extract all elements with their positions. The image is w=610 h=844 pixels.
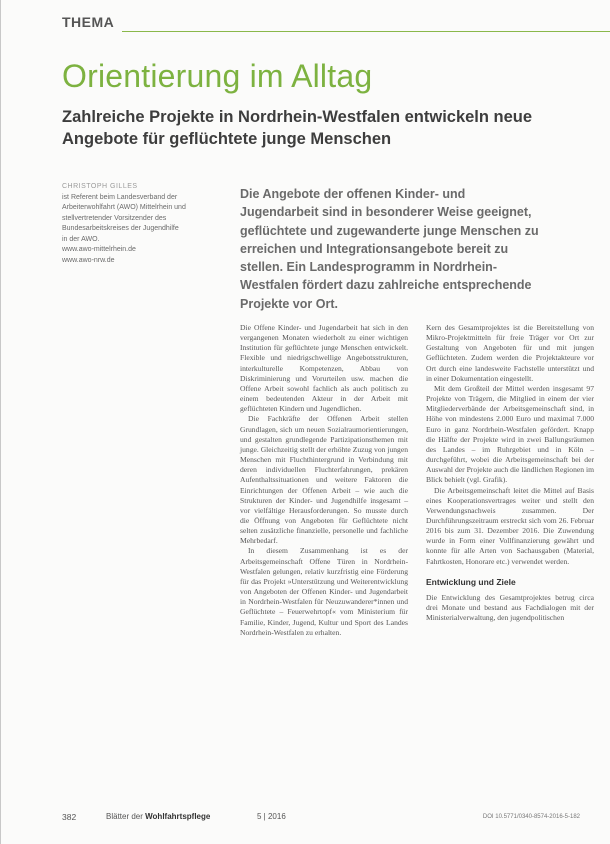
author-bio: ist Referent beim Landesverband der Arbeiterwohlfahrt (AWO) Mittelrhein und stellvertretender Vorsitzender des Bundesarbeitskreises der Jugendhilfe in der AWO. [62, 193, 186, 243]
section-header [62, 14, 610, 34]
body-paragraph: Die Entwicklung des Gesamtprojektes betrug circa drei Monate und bestand aus Fachdialogen mit der Ministerialverwaltung, den jugendpolitischen [426, 592, 594, 623]
body-column-left [240, 323, 408, 638]
magazine-name-prefix: Blätter der [106, 812, 146, 821]
issue-number: 5 | 2016 [257, 812, 286, 821]
magazine-name [106, 812, 210, 821]
body-paragraph: Mit dem Großteil der Mittel werden insgesamt 97 Projekte von Trägern, die Mitglied in einem der vier Mitgliederverbände der Arbeitsgemeinschaft sind, in Höhe von mindestens 2.000 Euro und maximal 7.000 Euro in ganz Nordrhein-Westfalen gefördert. Knapp die Hälfte der Projekte wird in zwei Ballungsräumen des Landes – im Ruhrgebiet und in Köln – durchgeführt, wobei die Arbeitsgemeinschaft bei der Auswahl der Projekte auch die ländlichen Regionen im Blick behielt (vgl. Grafik). [426, 383, 594, 485]
magazine-name-bold: Wohlfahrtspflege [145, 812, 211, 821]
author-name: CHRISTOPH GILLES [62, 183, 138, 190]
body-paragraph: Die Arbeitsgemeinschaft leitet die Mittel auf Basis eines Kooperationsvertrages weiter und stellt den Verwendungsnachweis zusammen. Der Durchführungszeitraum erstreckt sich vom 26. Februar 2016 bis zum 31. Dezember 2016. Die Zuwendung wurde in Form einer Vollfinanzierung gewährt und konnte für alle Arten von Sachausgaben (Material, Fahrtkosten, Honorare etc.) verwendet werden. [426, 485, 594, 566]
author-url[interactable]: www.awo-nrw.de [62, 256, 115, 264]
body-paragraph: Die Offene Kinder- und Jugendarbeit hat sich in den vergangenen Monaten wiederholt zu einer wichtigen Institution für geflüchtete junge Menschen entwickelt. Flexible und niedrigschwellige Angebotsstrukturen, interkulturelle Kompetenzen, Abbau von Diskriminierung und Vorurteilen usw. machen die Offene Arbeit sowohl fachlich als auch politisch zu einem bedeutenden Akteur in der Arbeit mit geflüchteten Kindern und Jugendlichen. [240, 323, 408, 414]
page-number: 382 [62, 812, 77, 822]
section-rule [122, 31, 610, 32]
author-url[interactable]: www.awo-mittelrhein.de [62, 246, 136, 253]
article-title: Orientierung im Alltag [62, 58, 373, 94]
body-paragraph: Kern des Gesamtprojektes ist die Bereitstellung von Mikro-Projektmitteln für freie Träger vor Ort zur Gestaltung von Angeboten für und mit jungen Geflüchteten. Zudem werden die Projektakteure vor Ort durch eine landesweite Fachstelle unterstützt und in einer Dokumentation eingestellt. [426, 323, 594, 383]
article-subtitle: Zahlreiche Projekte in Nordrhein-Westfalen entwickeln neue Angebote für geflüchtete junge Menschen [62, 108, 533, 148]
page-footer [62, 812, 580, 826]
author-box [62, 182, 186, 266]
page-edge [0, 0, 1, 844]
article-lead: Die Angebote der offenen Kinder- und Jugendarbeit sind in besonderer Weise geeignet, geflüchtete und zugewanderte junge Menschen zu erreichen und Integrationsangebote bereit zu stellen. Ein Landesprogramm in Nordrhein-Westfalen fördert dazu zahlreiche entsprechende Projekte vor Ort. [240, 187, 539, 311]
section-subheading: Entwicklung und Ziele [426, 576, 516, 587]
doi: DOI 10.5771/0340-8574-2016-5-182 [482, 814, 580, 820]
section-label: THEMA [62, 14, 115, 30]
body-paragraph: Die Fachkräfte der Offenen Arbeit stellen Grundlagen, sich um neuen Sozialraumorientierungen, und gestalten grundlegende Partizipationsthemen mit junge. Gleichzeitig stellt der erhöhte Zuzug von jungen Menschen mit Fluchthintergrund in Verbindung mit deren individuellen Fluchterfahrungen, prekären Aufenthaltssituationen und weitere Faktoren die Einrichtungen der Offenen Arbeit – wie auch die Strukturen der Kinder- und Jugendhilfe insgesamt – vor vielfältige Herausforderungen. So musste durch die Öffnung von Angeboten für Geflüchtete nicht selten zusätzliche finanzielle, personelle und fachliche Mehrbedarf. [240, 414, 408, 546]
body-column-right [426, 323, 594, 623]
body-paragraph: In diesem Zusammenhang ist es der Arbeitsgemeinschaft Offene Türen in Nordrhein-Westfalen gelungen, relativ kurzfristig eine Förderung für das Projekt »Unterstützung und Weiterentwicklung von Angeboten der Offenen Kinder- und Jugendarbeit in Nordrhein-Westfalen für Neuzuwanderer*innen und Geflüchtete – Feuerwehrtopf« vom Ministerium für Familie, Kinder, Jugend, Kultur und Sport des Landes Nordrhein-Westfalen zu erhalten. [240, 546, 408, 637]
